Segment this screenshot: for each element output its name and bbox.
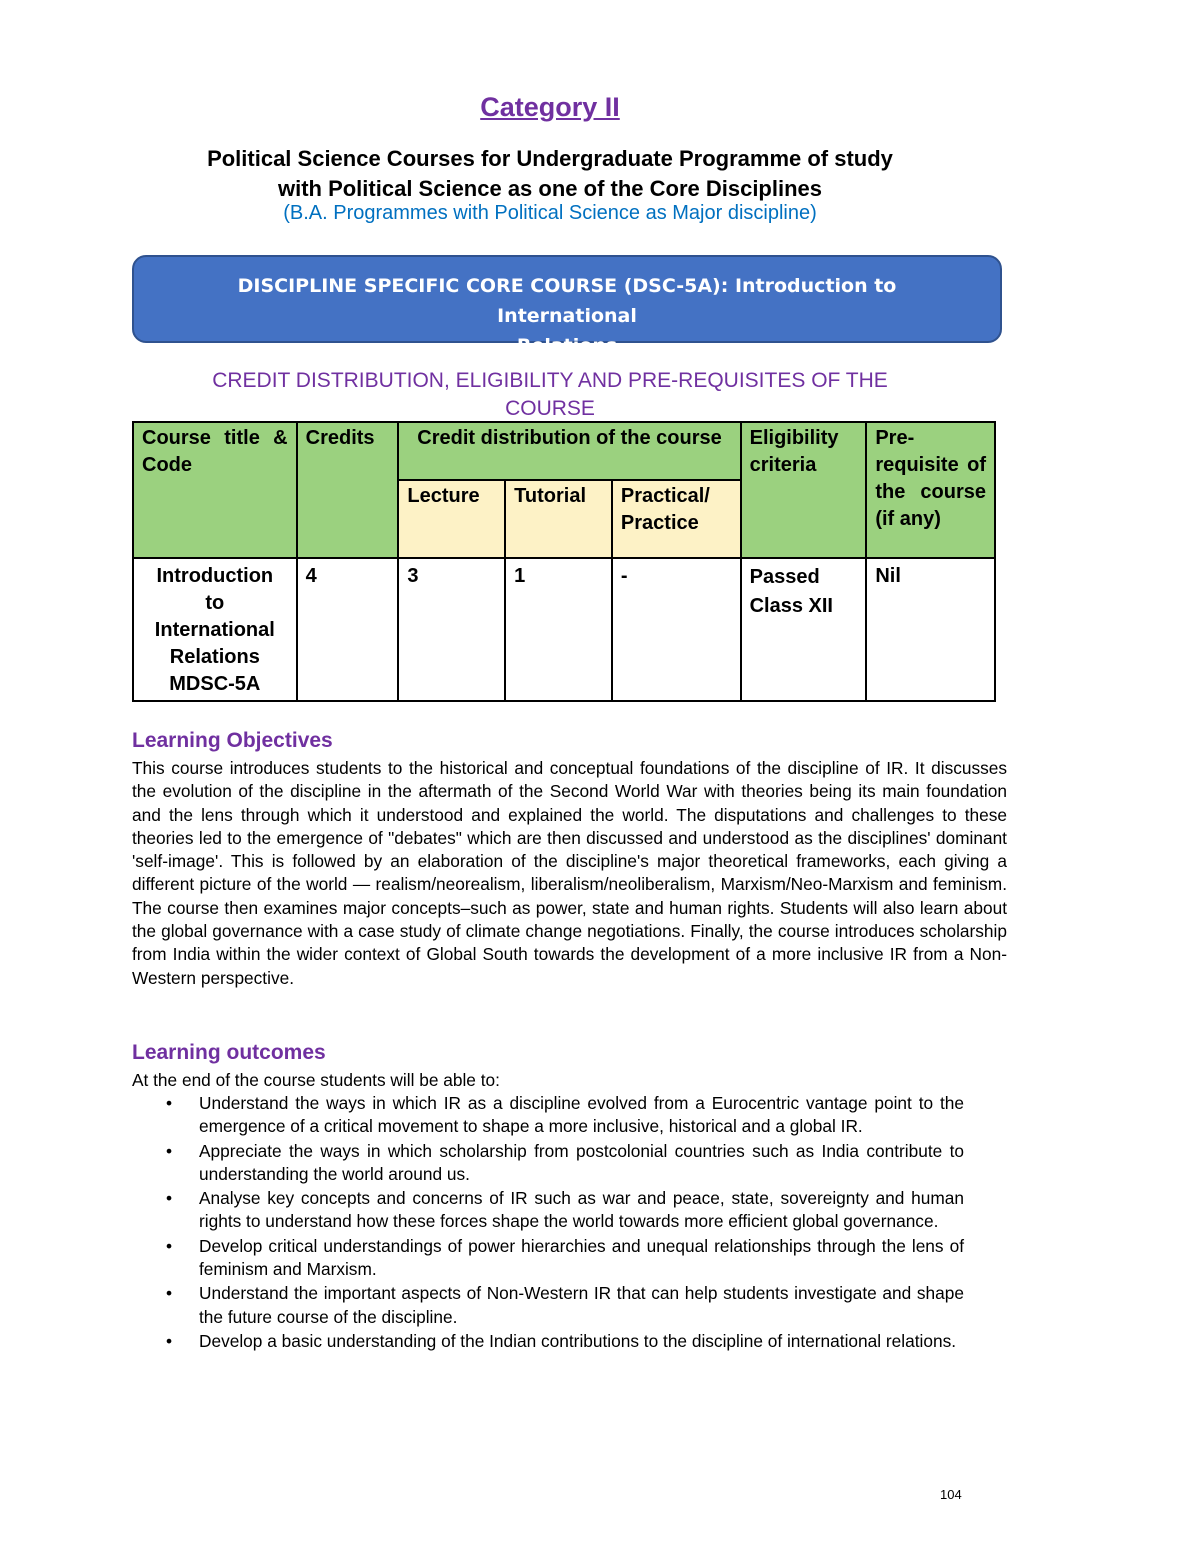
page-subtitle: (B.A. Programmes with Political Science as Major discipline) — [283, 202, 817, 224]
credit-title-line2: COURSE — [505, 397, 595, 420]
course-name-line2: to — [205, 592, 225, 614]
dsc-banner-line1: DISCIPLINE SPECIFIC CORE COURSE (DSC-5A): Introduction to International — [237, 275, 897, 327]
list-item — [132, 1187, 964, 1234]
header-tutorial: Tutorial — [505, 480, 612, 558]
outcome-text: Understand the ways in which IR as a discipline evolved from a Eurocentric vantage point to the emergence of a critical movement to shape a more inclusive, historical and a global IR. — [199, 1093, 964, 1137]
credit-section-title — [130, 367, 970, 423]
course-name-line1: Introduction — [156, 565, 274, 587]
learning-outcomes-intro: At the end of the course students will be able to: — [132, 1070, 500, 1090]
table-row — [133, 558, 995, 701]
outcome-text: Understand the important aspects of Non-Western IR that can help students investigate and shape the future course of the discipline. — [199, 1283, 964, 1327]
cell-credits: 4 — [297, 558, 399, 701]
bullet-icon: • — [166, 1093, 173, 1113]
outcome-text: Develop a basic understanding of the Indian contributions to the discipline of international relations. — [199, 1330, 957, 1351]
cell-tutorial: 1 — [505, 558, 612, 701]
page-title-line2: with Political Science as one of the Core Disciplines — [277, 176, 823, 201]
list-item — [132, 1092, 964, 1139]
category-title: Category II — [480, 92, 620, 122]
cell-practical: - — [612, 558, 741, 701]
bullet-icon: • — [166, 1330, 173, 1351]
outcome-text: Analyse key concepts and concerns of IR such as war and peace, state, sovereignty and human rights to understand how these forces shape the world towards more efficient global governance. — [199, 1188, 964, 1232]
course-code: MDSC-5A — [169, 673, 261, 695]
bullet-icon: • — [166, 1235, 173, 1256]
bullet-icon: • — [166, 1283, 173, 1304]
header-credit-distribution: Credit distribution of the course — [398, 422, 740, 480]
list-item — [132, 1282, 964, 1329]
header-prerequisite: Pre-requisite of the course (if any) — [866, 422, 995, 558]
dsc-banner-line2: Relations — [516, 335, 618, 357]
cell-course-name — [133, 558, 297, 701]
course-name-line3: International — [154, 619, 275, 641]
header-credits: Credits — [297, 422, 399, 558]
list-item — [132, 1330, 964, 1353]
bullet-icon: • — [166, 1188, 173, 1209]
learning-objectives-heading: Learning Objectives — [132, 729, 333, 752]
cell-lecture: 3 — [398, 558, 505, 701]
cell-prerequisite: Nil — [866, 558, 995, 701]
page-title-line1: Political Science Courses for Undergraduate Programme of study — [207, 146, 893, 171]
cell-eligibility: Passed Class XII — [741, 558, 867, 701]
header-course-title: Course title & Code — [133, 422, 297, 558]
outcome-text: Develop critical understandings of power hierarchies and unequal relationships through the lens of feminism and Marxism. — [199, 1235, 964, 1280]
learning-outcomes-heading: Learning outcomes — [132, 1041, 326, 1064]
credit-distribution-table — [132, 421, 996, 702]
header-practical: Practical/ Practice — [612, 480, 741, 558]
bullet-icon: • — [166, 1140, 173, 1161]
header-eligibility: Eligibility criteria — [741, 422, 867, 558]
learning-objectives-text: This course introduces students to the historical and conceptual foundations of the discipline of IR. It discusses the evolution of the discipline in the aftermath of the Second World War with theories being its main foundation and the lens through which it understood and explained the world. The disputations and challenges to these theories led to the emergence of "debates" which are then discussed and understood as the disciplines' dominant 'self-image'. This is followed by an elaboration of the discipline's major theoretical frameworks, each giving a different picture of the world — realism/neorealism, liberalism/neoliberalism, Marxism/Neo-Marxism and feminism. The course then examines major concepts–such as power, state and human rights. Students will also learn about the global governance with a case study of climate change negotiations. Finally, the course introduces scholarship from India within the wider context of Global South towards the development of a more inclusive IR from a Non-Western perspective. — [132, 758, 1007, 988]
header-lecture: Lecture — [398, 480, 505, 558]
list-item — [132, 1140, 964, 1187]
learning-outcomes-list — [132, 1092, 964, 1354]
dsc-course-banner — [132, 255, 1002, 357]
credit-title-line1: CREDIT DISTRIBUTION, ELIGIBILITY AND PRE-REQUISITES OF THE — [212, 369, 888, 392]
course-name-line4: Relations — [169, 646, 260, 668]
page-number: 104 — [940, 1487, 962, 1502]
list-item — [132, 1235, 964, 1282]
outcome-text: Appreciate the ways in which scholarship from postcolonial countries such as India contribute to understanding the world around us. — [199, 1140, 964, 1184]
